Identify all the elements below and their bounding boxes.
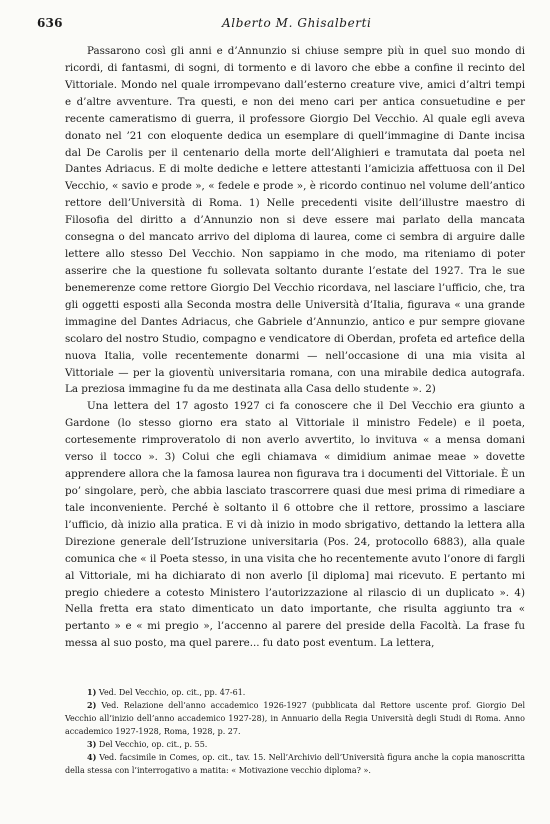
page-number: 636 — [37, 16, 63, 30]
footnote-mark: 4) — [87, 752, 97, 762]
footnote-text: Ved. Del Vecchio, op. cit., pp. 47-61. — [98, 688, 246, 697]
footnote — [65, 751, 525, 777]
footnote-mark: 1) — [87, 687, 97, 697]
footnote-text: Ved. Relazione dell’anno accademico 1926-1927 (pubblicata dal Rettore uscente prof. Giorgio Del Vecchio all’inizio dell’anno accademico 1927-28), in Annuario della Regia Università degli Studi di Roma. Anno accademico 1927-1928, Roma, 1928, p. 27. — [65, 701, 526, 736]
footnote — [65, 686, 525, 699]
paragraph: Una lettera del 17 agosto 1927 ci fa conoscere che il Del Vecchio era giunto a Gardone (lo stesso giorno era stato al Vittoriale il ministro Fedele) e il poeta, cortesemente rimproveratolo di non averlo avvertito, lo invituva « a mensa domani verso il tocco ». 3) Colui che egli chiamava « dimidium animae meae » dovette apprendere allora che la famosa laurea non figurava tra i documenti del Vittoriale. È un po’ singolare, però, che abbia lasciato trascorrere quasi due mesi prima di rimediare a tale inconveniente. Perché è soltanto il 6 ottobre che il rettore, prossimo a lasciare l’ufficio, dà inizio alla pratica. E vi dà inizio in modo sbrigativo, dettando la lettera alla Direzione generale dell’Istruzione universitaria (Pos. 24, protocollo 6883), alla quale comunica che « il Poeta stesso, in una visita che ho recentemente avuto l’onore di fargli al Vittoriale, mi ha dichiarato di non averlo [il diploma] mai ricevuto. E pertanto mi pregio chiedere a cotesto Ministero l’autorizzazione al rilascio di un duplicato ». 4) Nella fretta era stato dimenticato un dato importante, che risulta aggiunto tra « pertanto » e « mi pregio », l’accenno al parere del preside della Facoltà. La frase fu messa al suo posto, ma quel parere... fu dato post eventum. La lettera, — [65, 400, 525, 650]
running-head: Alberto M. Ghisalberti — [222, 16, 372, 30]
footnote-mark: 2) — [87, 700, 97, 710]
footnote-mark: 3) — [87, 739, 97, 749]
footnote-text: Ved. facsimile in Comes, op. cit., tav. 15. Nell’Archivio dell’Università figura anche la copia manoscritta della stessa con l’interrogativo a matita: « Motivazione vecchio diploma? ». — [65, 753, 525, 775]
main-text — [65, 43, 525, 652]
footnote — [65, 699, 525, 738]
footnote — [65, 738, 525, 751]
paragraph: Passarono così gli anni e d’Annunzio si chiuse sempre più in quel suo mondo di ricordi, di fantasmi, di sogni, di tormento e di lavoro che ebbe a confine il recinto del Vittoriale. Mondo nel quale irrompevano dall’esterno creature vive, amici d’altri tempi e d’altre avventure. Tra questi, e non dei meno cari per antica consuetudine e per recente cameratismo di guerra, il professore Giorgio Del Vecchio. Al quale egli aveva donato nel ’21 con eloquente dedica un esemplare di quell’immagine di Dante incisa dal De Carolis per il centenario della morte dell’Alighieri e tramutata dal poeta nel Dantes Adriacus. E di molte dediche e lettere attestanti l’amicizia affettuosa con il Del Vecchio, « savio e prode », « fedele e prode », è ricordo continuo nel volume dell’antico rettore dell’Università di Roma. 1) Nelle precedenti visite dell’illustre maestro di Filosofia del diritto a d’Annunzio non si deve essere mai parlato della mancata consegna o del mancato arrivo del diploma di laurea, come ci sembra di arguire dalle lettere allo stesso Del Vecchio. Non sappiamo in che modo, ma riteniamo di poter asserire che la questione fu sollevata soltanto durante l’estate del 1927. Tra le sue benemerenze come rettore Giorgio Del Vecchio ricordava, nel lasciare l’ufficio, che, tra gli oggetti esposti alla Seconda mostra delle Università d’Italia, figurava « una grande immagine del Dantes Adriacus, che Gabriele d’Annunzio, antico e pur sempre giovane scolaro del nostro Studio, compagno e vendicatore di Oberdan, profeta ed artefice della nuova Italia, volle recentemente donarmi — nell’occasione di una mia visita al Vittoriale — per la gioventù universitaria romana, con una mirabile dedica autografa. La preziosa immagine fu da me destinata alla Casa dello studente ». 2) — [65, 45, 525, 396]
footnotes — [65, 686, 525, 777]
footnote-text: Del Vecchio, op. cit., p. 55. — [98, 740, 208, 749]
page-header — [37, 16, 526, 36]
